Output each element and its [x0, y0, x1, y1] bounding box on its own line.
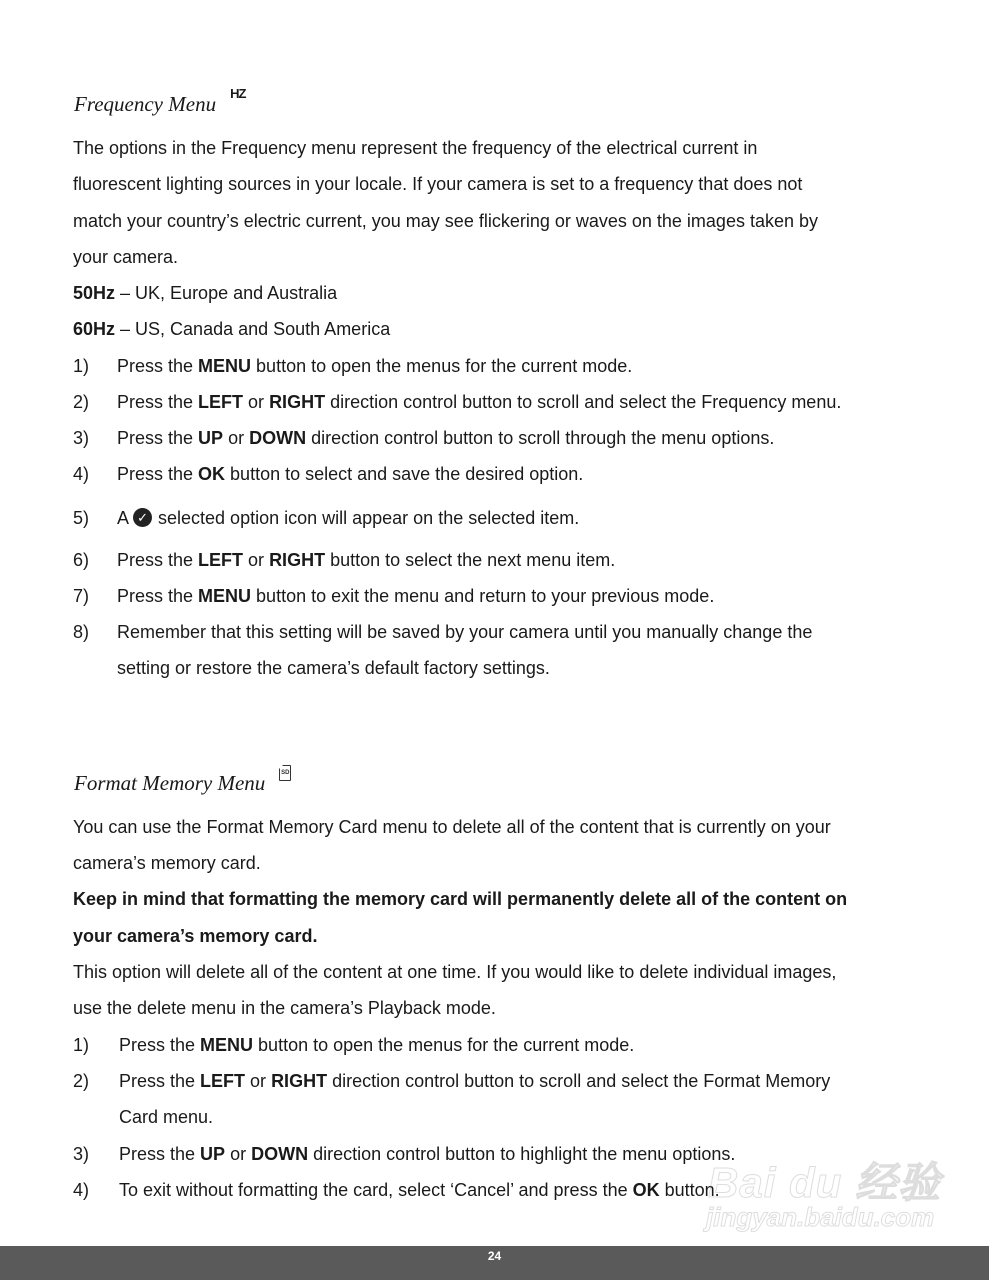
format-step-1: Press the MENU button to open the menus for the current mode.: [119, 1035, 635, 1055]
step-number: 1): [73, 1035, 90, 1055]
format-step-2: Press the LEFT or RIGHT direction control button to scroll and select the Format Memory: [119, 1071, 831, 1091]
step-number: 4): [73, 464, 90, 484]
step-number: 6): [73, 550, 90, 570]
frequency-step-7: Press the MENU button to exit the menu and return to your previous mode.: [117, 586, 715, 606]
warning-line: your camera’s memory card.: [73, 926, 318, 946]
option-desc: – US, Canada and South America: [115, 319, 391, 339]
baidu-watermark: [704, 1128, 944, 1238]
format-memory-menu-title: Format Memory Menu: [74, 771, 266, 795]
option-label: 60Hz: [73, 319, 116, 339]
option-60hz: [73, 318, 390, 340]
step-number: 5): [73, 508, 90, 528]
paragraph-line: use the delete menu in the camera’s Playback mode.: [73, 998, 496, 1018]
frequency-step-8: Remember that this setting will be saved by your camera until you manually change the: [117, 622, 813, 642]
paragraph-line: You can use the Format Memory Card menu to delete all of the content that is currently on your: [73, 817, 831, 837]
paragraph-line: match your country’s electric current, you may see flickering or waves on the images taken by: [73, 211, 818, 231]
format-step-4: To exit without formatting the card, select ‘Cancel’ and press the OK button.: [119, 1180, 720, 1200]
frequency-step-5: A ✓ selected option icon will appear on the selected item.: [117, 508, 580, 528]
sd-card-icon: SD: [279, 765, 291, 781]
frequency-step-6: Press the LEFT or RIGHT button to select the next menu item.: [117, 550, 616, 570]
step-number: 4): [73, 1180, 90, 1200]
frequency-menu-title: Frequency Menu: [74, 92, 217, 116]
format-step-3: Press the UP or DOWN direction control button to highlight the menu options.: [119, 1144, 736, 1164]
frequency-menu-heading: [74, 86, 246, 117]
check-icon: ✓: [133, 508, 152, 527]
step-number: 3): [73, 428, 90, 448]
frequency-step-4: Press the OK button to select and save the desired option.: [117, 464, 584, 484]
step-number: 7): [73, 586, 90, 606]
option-desc: – UK, Europe and Australia: [115, 283, 338, 303]
watermark-main: Bai du 经验: [708, 1159, 942, 1206]
paragraph-line: your camera.: [73, 247, 179, 267]
frequency-step-8-cont: setting or restore the camera’s default factory settings.: [117, 658, 550, 678]
paragraph-line: This option will delete all of the content at one time. If you would like to delete individual images,: [73, 962, 837, 982]
page-number: 24: [487, 1249, 502, 1263]
frequency-step-1: Press the MENU button to open the menus for the current mode.: [117, 356, 633, 376]
step-number: 2): [73, 1071, 90, 1091]
format-memory-menu-heading: [74, 771, 291, 796]
paragraph-line: The options in the Frequency menu represent the frequency of the electrical current in: [73, 138, 758, 158]
frequency-step-2: Press the LEFT or RIGHT direction control button to scroll and select the Frequency menu.: [117, 392, 842, 412]
format-step-2-cont: Card menu.: [119, 1107, 214, 1127]
step-number: 2): [73, 392, 90, 412]
warning-line: Keep in mind that formatting the memory card will permanently delete all of the content on: [73, 889, 848, 909]
option-50hz: [73, 282, 337, 304]
hz-icon: HZ: [230, 86, 246, 101]
step-number: 8): [73, 622, 90, 642]
paragraph-line: camera’s memory card.: [73, 853, 261, 873]
step-number: 1): [73, 356, 90, 376]
watermark-sub: jingyan.baidu.com: [706, 1202, 935, 1232]
option-label: 50Hz: [73, 283, 116, 303]
step-number: 3): [73, 1144, 90, 1164]
paragraph-line: fluorescent lighting sources in your locale. If your camera is set to a frequency that does not: [73, 174, 803, 194]
frequency-step-3: Press the UP or DOWN direction control button to scroll through the menu options.: [117, 428, 775, 448]
